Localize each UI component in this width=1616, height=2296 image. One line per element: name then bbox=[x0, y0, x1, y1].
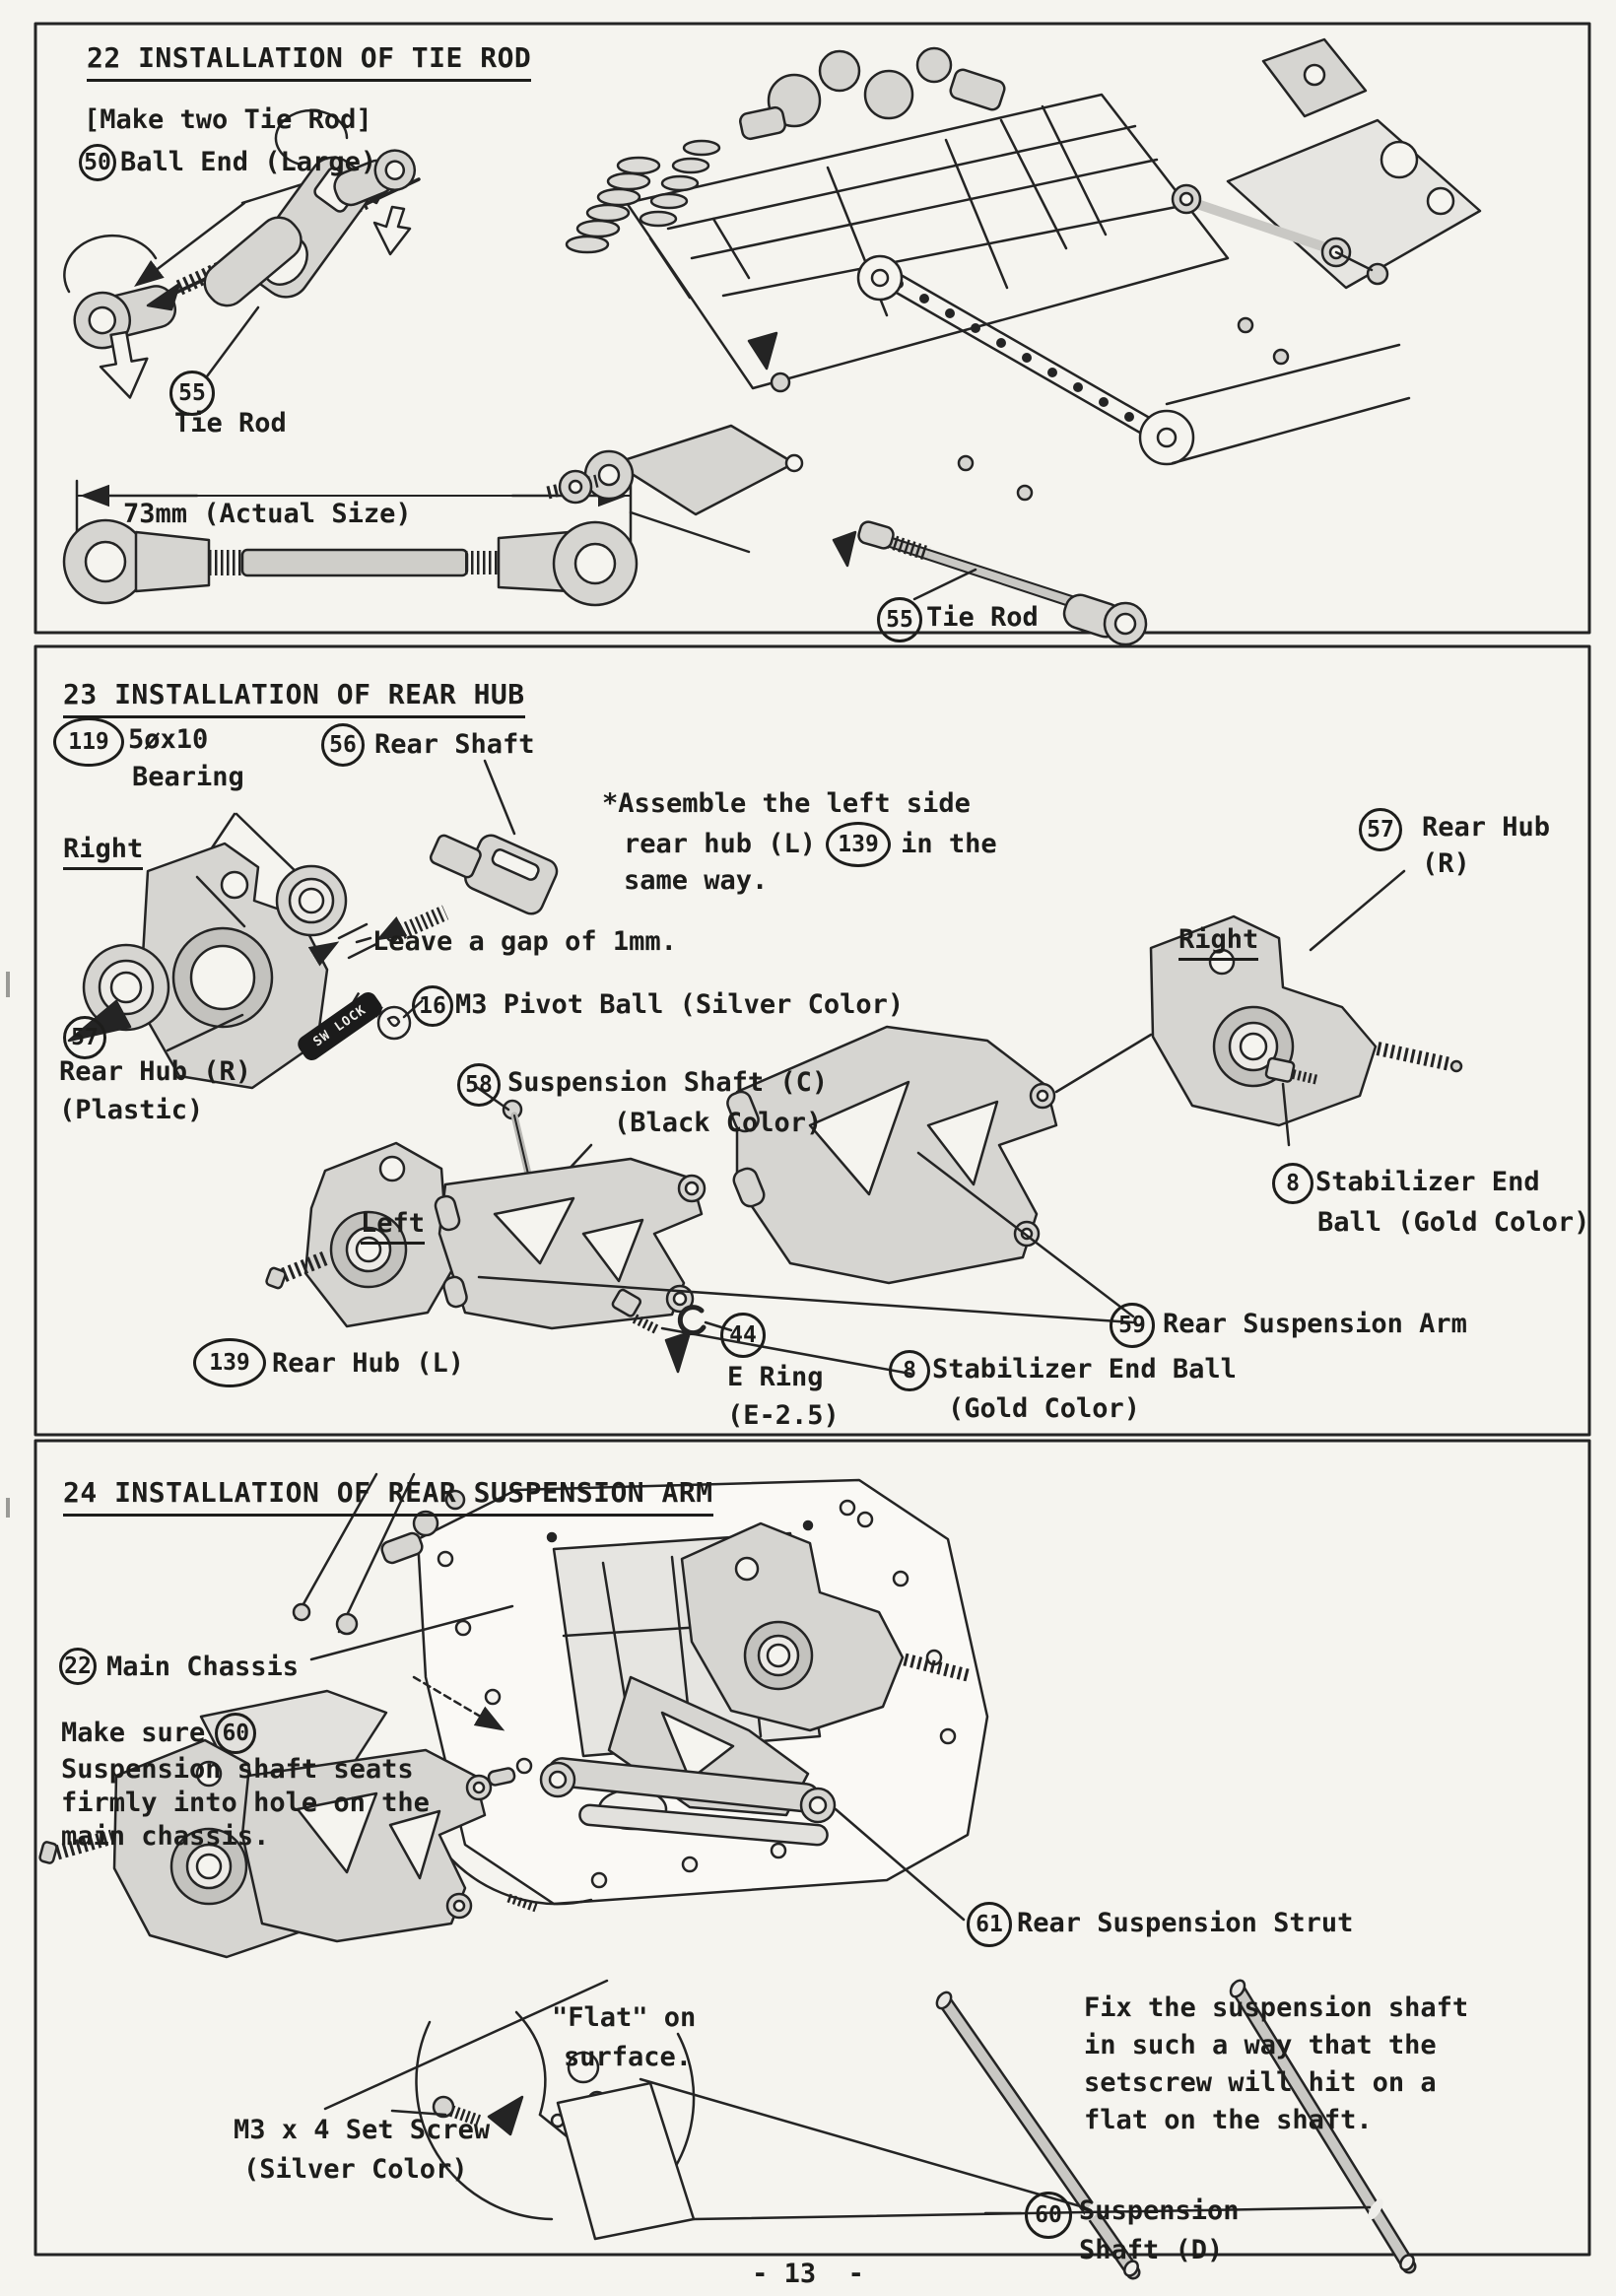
part-number-badge: 59 bbox=[1110, 1303, 1155, 1348]
pivot-ball-label: M3 Pivot Ball (Silver Color) bbox=[455, 989, 905, 1020]
rear-hub-l-label: Rear Hub (L) bbox=[272, 1348, 465, 1379]
fix-note-line4: flat on the shaft. bbox=[1084, 2105, 1373, 2135]
flat-note-line1: "Flat" on bbox=[552, 2002, 697, 2033]
part-number-badge: 57 bbox=[63, 1016, 106, 1059]
gap-note: Leave a gap of 1mm. bbox=[372, 926, 677, 957]
assemble-note-line1: *Assemble the left side bbox=[602, 788, 971, 819]
susp-shaft-c-label-1: Suspension Shaft (C) bbox=[507, 1067, 829, 1098]
part-number-badge: 61 bbox=[967, 1902, 1012, 1947]
make-sure-note-line1: Make sure 60 bbox=[61, 1713, 256, 1754]
bearing-label-2: Bearing bbox=[132, 762, 244, 792]
part-number-badge: 16 bbox=[412, 985, 453, 1027]
assemble-note-line3: same way. bbox=[624, 865, 769, 896]
part-number-badge: 44 bbox=[720, 1313, 766, 1358]
assemble-note-line2: rear hub (L) 139 in the bbox=[624, 822, 997, 867]
part-number-badge: 58 bbox=[457, 1063, 501, 1107]
tie-rod-label-2: Tie Rod bbox=[926, 602, 1039, 633]
scan-mark bbox=[6, 972, 10, 997]
make-sure-note-line3: firmly into hole on the bbox=[61, 1788, 430, 1818]
stab-ball-right-label-2: Ball (Gold Color) bbox=[1317, 1207, 1590, 1238]
screw-lock-tube: SW LOCK bbox=[295, 988, 385, 1063]
set-screw-label-2: (Silver Color) bbox=[243, 2154, 468, 2185]
part-number-badge: 56 bbox=[321, 723, 365, 767]
page-number: - 13 - bbox=[752, 2259, 864, 2289]
shock-springs bbox=[567, 141, 719, 252]
part-number-badge: 60 bbox=[215, 1713, 256, 1754]
stab-ball-left-label-1: Stabilizer End Ball bbox=[932, 1354, 1237, 1384]
set-screw-label-1: M3 x 4 Set Screw bbox=[234, 2115, 491, 2145]
section-23-title: 23 INSTALLATION OF REAR HUB bbox=[63, 678, 525, 711]
rear-hub-r-label-1: Rear Hub bbox=[1422, 812, 1551, 843]
fix-note-line2: in such a way that the bbox=[1084, 2030, 1437, 2060]
right-label-1: Right bbox=[63, 834, 143, 865]
susp-shaft-d-label-2: Shaft (D) bbox=[1079, 2235, 1224, 2265]
actual-size-label: 73mm (Actual Size) bbox=[123, 499, 412, 529]
e-ring-label-2: (E-2.5) bbox=[727, 1400, 840, 1431]
rear-hub-plastic-label-1: Rear Hub (R) bbox=[59, 1056, 252, 1087]
part-number-badge: 57 bbox=[1359, 808, 1402, 851]
susp-shaft-d-label-1: Suspension bbox=[1079, 2195, 1240, 2226]
part-number-badge: 55 bbox=[169, 371, 215, 416]
part-number-badge: 8 bbox=[889, 1350, 930, 1391]
part-number-badge: 8 bbox=[1272, 1163, 1313, 1204]
flat-note-line2: surface. bbox=[564, 2042, 693, 2072]
fix-note-line1: Fix the suspension shaft bbox=[1084, 1992, 1469, 2023]
strut-label: Rear Suspension Strut bbox=[1017, 1908, 1354, 1938]
rear-hub-r-label-2: (R) bbox=[1422, 848, 1470, 879]
scan-mark bbox=[6, 1498, 10, 1518]
part-number-badge: 55 bbox=[877, 597, 922, 642]
make-two-note: [Make two Tie Rod] bbox=[84, 104, 372, 135]
stab-ball-left-label-2: (Gold Color) bbox=[948, 1393, 1141, 1424]
tie-rod-label: Tie Rod bbox=[174, 408, 287, 439]
tie-rod-diagram bbox=[64, 110, 637, 605]
rear-susp-arm-label: Rear Suspension Arm bbox=[1163, 1309, 1467, 1339]
chain-links bbox=[894, 279, 1154, 435]
ball-end-label: Ball End (Large) bbox=[120, 147, 377, 177]
bearing-label-1: 5øx10 bbox=[128, 724, 209, 755]
part-number-badge: 22 bbox=[59, 1648, 97, 1685]
section-24-title: 24 INSTALLATION OF REAR SUSPENSION ARM bbox=[63, 1476, 713, 1510]
part-number-badge: 60 bbox=[1025, 2192, 1072, 2239]
chassis-illustration bbox=[548, 39, 1480, 644]
make-sure-note-line4: main chassis. bbox=[61, 1821, 270, 1852]
stab-ball-right-label-1: Stabilizer End bbox=[1315, 1167, 1540, 1197]
part-number-badge: 50 bbox=[79, 144, 116, 181]
rear-hub-plastic-label-2: (Plastic) bbox=[59, 1095, 204, 1125]
main-chassis-label: Main Chassis bbox=[106, 1652, 300, 1682]
fix-note-line3: setscrew will hit on a bbox=[1084, 2067, 1437, 2098]
part-number-badge: 139 bbox=[826, 822, 891, 867]
part-number-badge: 139 bbox=[193, 1338, 266, 1387]
part-number-badge: 119 bbox=[53, 717, 124, 767]
susp-shaft-c-label-2: (Black Color) bbox=[614, 1108, 823, 1138]
section-22-title: 22 INSTALLATION OF TIE ROD bbox=[87, 41, 531, 75]
rear-shaft-label: Rear Shaft bbox=[374, 729, 535, 760]
right-label-2: Right bbox=[1178, 924, 1258, 956]
left-label: Left bbox=[361, 1208, 425, 1240]
e-ring-label-1: E Ring bbox=[727, 1362, 824, 1392]
make-sure-note-line2: Suspension shaft seats bbox=[61, 1754, 414, 1785]
